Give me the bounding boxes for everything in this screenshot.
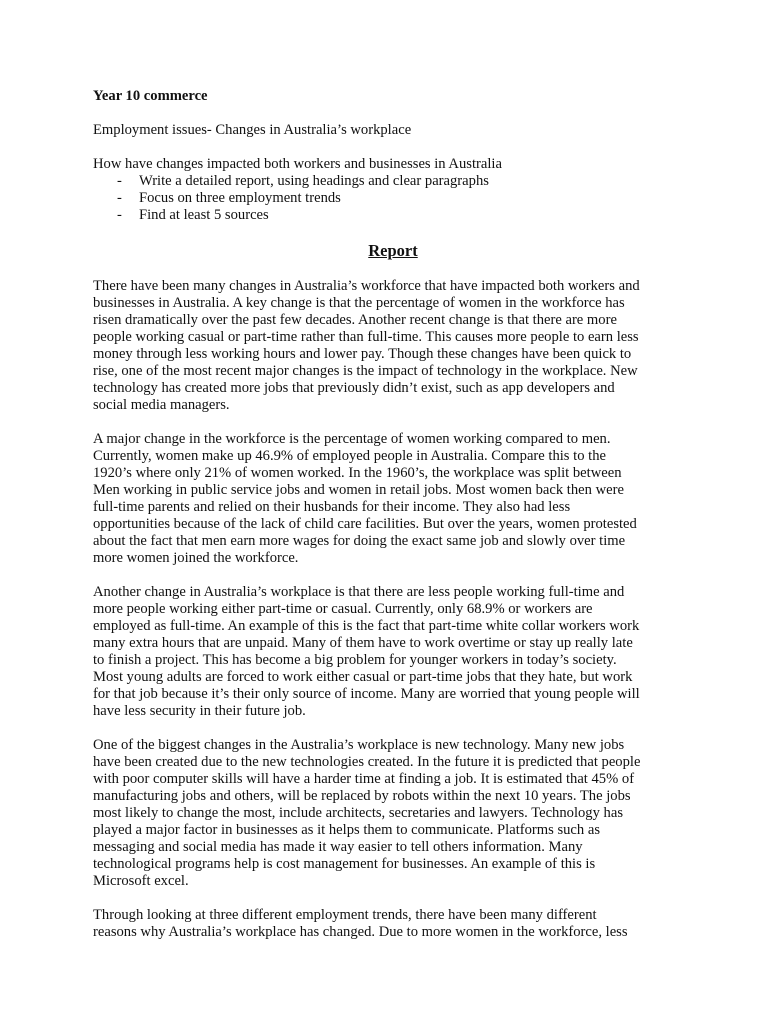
report-paragraph-parttime: [93, 584, 693, 720]
text-line: technological programs help is cost management for businesses. An example of this is: [93, 856, 596, 872]
text-line: rise, one of the most recent major changes is the impact of technology in the workplace. New: [93, 363, 638, 379]
text-line: for that job because it’s their only source of income. Many are worried that young people will: [93, 686, 640, 702]
report-paragraph-technology: [93, 737, 693, 890]
text-line: opportunities because of the lack of child care facilities. But over the years, women protested: [93, 516, 637, 532]
report-paragraph-conclusion: [93, 907, 693, 941]
text-line: more women joined the workforce.: [93, 550, 299, 566]
text-line: reasons why Australia’s workplace has changed. Due to more women in the workforce, less: [93, 924, 628, 940]
text-line: employed as full-time. An example of this is the fact that part-time white collar workers work: [93, 618, 640, 634]
bullet-dash: -: [117, 207, 122, 223]
list-item: [93, 173, 693, 190]
text-line: 1920’s where only 21% of women worked. In the 1960’s, the workplace was split between: [93, 465, 622, 481]
text-line: Men working in public service jobs and women in retail jobs. Most women back then were: [93, 482, 624, 498]
bullet-dash: -: [117, 190, 122, 206]
text-line: to finish a project. This has become a big problem for younger workers in today’s society.: [93, 652, 617, 668]
text-line: Through looking at three different employment trends, there have been many different: [93, 907, 597, 923]
document-title: Year 10 commerce: [93, 88, 208, 104]
text-line: One of the biggest changes in the Australia’s workplace is new technology. Many new jobs: [93, 737, 625, 753]
report-paragraph-intro: [93, 278, 693, 414]
task-text: Find at least 5 sources: [139, 207, 269, 223]
task-text: Write a detailed report, using headings and clear paragraphs: [139, 173, 489, 189]
text-line: risen dramatically over the past few decades. Another recent change is that there are more: [93, 312, 617, 328]
text-line: Another change in Australia’s workplace is that there are less people working full-time and: [93, 584, 625, 600]
text-line: have less security in their future job.: [93, 703, 306, 719]
task-text: Focus on three employment trends: [139, 190, 341, 206]
text-line: social media managers.: [93, 397, 230, 413]
text-line: manufacturing jobs and others, will be replaced by robots within the next 10 years. The jobs: [93, 788, 631, 804]
list-item: [93, 190, 693, 207]
task-list: [93, 173, 693, 224]
document-body: [93, 88, 693, 958]
text-line: Currently, women make up 46.9% of employed people in Australia. Compare this to the: [93, 448, 606, 464]
text-line: have been created due to the new technologies created. In the future it is predicted that people: [93, 754, 641, 770]
text-line: played a major factor in businesses as it helps them to communicate. Platforms such as: [93, 822, 601, 838]
assignment-question: How have changes impacted both workers and businesses in Australia: [93, 156, 502, 172]
text-line: people working casual or part-time rather than full-time. This causes more people to earn less: [93, 329, 639, 345]
bullet-dash: -: [117, 173, 122, 189]
text-line: There have been many changes in Australia’s workforce that have impacted both workers and: [93, 278, 640, 294]
text-line: businesses in Australia. A key change is that the percentage of women in the workforce has: [93, 295, 625, 311]
text-line: about the fact that men earn more wages for doing the exact same job and slowly over time: [93, 533, 626, 549]
document-subtitle: Employment issues- Changes in Australia’s workplace: [93, 122, 412, 138]
text-line: messaging and social media has made it way easier to tell others information. Many: [93, 839, 583, 855]
text-line: more people working either part-time or casual. Currently, only 68.9% or workers are: [93, 601, 593, 617]
text-line: A major change in the workforce is the percentage of women working compared to men.: [93, 431, 611, 447]
text-line: technology has created more jobs that previously didn’t exist, such as app developers and: [93, 380, 615, 396]
text-line: Microsoft excel.: [93, 873, 189, 889]
text-line: most likely to change the most, include architects, secretaries and lawyers. Technology has: [93, 805, 623, 821]
report-heading: Report: [368, 241, 418, 260]
report-paragraph-women: [93, 431, 693, 567]
text-line: Most young adults are forced to work either casual or part-time jobs that they hate, but work: [93, 669, 633, 685]
text-line: many extra hours that are unpaid. Many of them have to work overtime or stay up really late: [93, 635, 633, 651]
text-line: money through less working hours and lower pay. Though these changes have been quick to: [93, 346, 632, 362]
text-line: with poor computer skills will have a harder time at finding a job. It is estimated that 45% of: [93, 771, 635, 787]
list-item: [93, 207, 693, 224]
text-line: full-time parents and relied on their husbands for their income. They also had less: [93, 499, 571, 515]
